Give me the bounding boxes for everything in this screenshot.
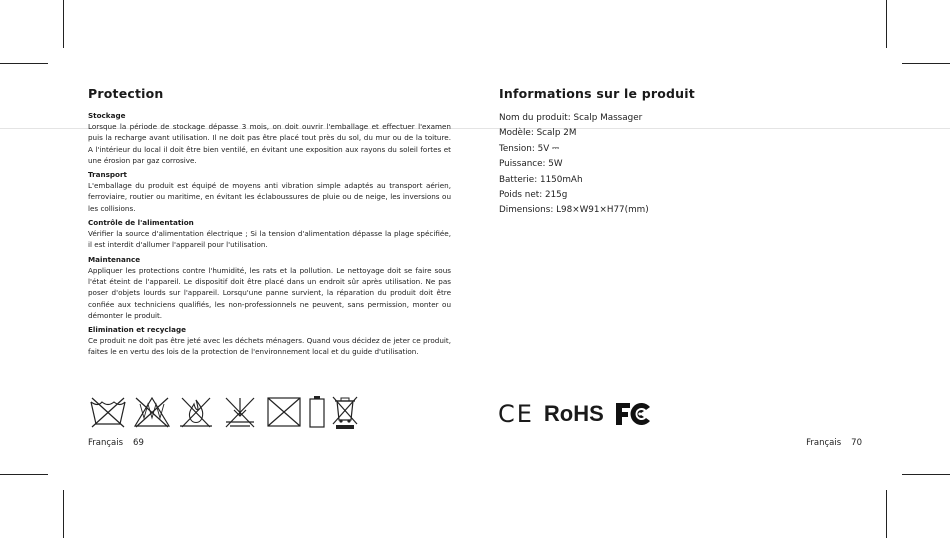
crop-mark bbox=[902, 63, 950, 64]
section-heading: Transport bbox=[88, 170, 127, 180]
crop-mark bbox=[63, 0, 64, 48]
product-info-title: Informations sur le produit bbox=[499, 86, 695, 101]
spec-weight: Poids net: 215g bbox=[499, 190, 568, 201]
no-box-icon bbox=[264, 394, 304, 430]
section-heading: Maintenance bbox=[88, 254, 141, 264]
section-heading: Elimination et recyclage bbox=[88, 325, 186, 335]
weee-bin-icon bbox=[330, 394, 360, 430]
spec-dimensions: Dimensions: L98×W91×H77(mm) bbox=[499, 205, 649, 216]
fc-logo bbox=[614, 401, 652, 427]
section-heading: Stockage bbox=[88, 111, 126, 120]
crop-mark bbox=[0, 63, 48, 64]
spec-voltage: Tension: 5V ⎓ bbox=[499, 143, 560, 154]
section-body: L'emballage du produit est équipé de moyens anti vibration simple adaptés au transport aérien, ferroviaire, routier ou maritime, en évitant les éclaboussures de pluie ou de neige, les inversions ou les collisions. bbox=[88, 181, 451, 213]
section-maintenance bbox=[88, 255, 451, 321]
section-power-check bbox=[88, 218, 451, 251]
rohs-logo: RoHS bbox=[543, 401, 604, 426]
crop-mark bbox=[886, 0, 887, 48]
spec-model: Modèle: Scalp 2M bbox=[499, 128, 577, 139]
footer-language: Français bbox=[806, 438, 842, 448]
crop-mark bbox=[902, 474, 950, 475]
no-bleach-icon bbox=[132, 394, 172, 430]
right-page bbox=[499, 86, 859, 219]
ce-logo: CE bbox=[498, 400, 534, 428]
crop-mark bbox=[63, 490, 64, 538]
section-body: Appliquer les protections contre l'humidité, les rats et la pollution. Le nettoyage doit se faire sous l'état éteint de l'appareil. Le dispositif doit être placé dans un endroit sûr après utilisation. Ne pas poser d'objets lourds sur l'appareil. Lorsqu'une panne survient, la réparation du produit doit être confiée aux techniciens qualifiés, les non-professionnels ne peuvent, sans permission, monter ou démonter le produit. bbox=[88, 265, 451, 320]
crop-mark bbox=[886, 490, 887, 538]
footer-language: Français bbox=[88, 438, 124, 448]
section-body: Vérifier la source d'alimentation électrique ; Si la tension d'alimentation dépasse la plage spécifiée, il est interdit d'allumer l'appareil pour l'utilisation. bbox=[88, 229, 451, 250]
right-page-footer bbox=[806, 438, 862, 448]
section-storage bbox=[88, 111, 451, 166]
protection-title: Protection bbox=[88, 86, 164, 101]
spec-battery: Batterie: 1150mAh bbox=[499, 174, 583, 185]
no-sun-icon bbox=[220, 394, 260, 430]
section-recycling bbox=[88, 325, 451, 358]
section-body: Ce produit ne doit pas être jeté avec les déchets ménagers. Quand vous décidez de jeter ce produit, faites le en vertu des lois de la protection de l'environnement local et du guide d'utilisation. bbox=[88, 336, 451, 357]
section-body: Lorsque la période de stockage dépasse 3 mois, on doit ouvrir l'emballage et effectuer l'examen puis la recharge avant utilisation. Il ne doit pas être placé tout près du sol, du mur ou de la toiture. A l'intérieur du local il doit être bien ventilé, en évitant une exposition aux rayons du soleil fortes et une érosion par gaz corrosive. bbox=[88, 122, 451, 165]
spec-product-name: Nom du produit: Scalp Massager bbox=[499, 113, 643, 123]
no-fire-icon bbox=[176, 394, 216, 430]
left-page bbox=[88, 86, 451, 362]
battery-icon bbox=[308, 394, 326, 430]
crop-mark bbox=[0, 474, 48, 475]
care-symbols bbox=[88, 394, 360, 430]
certification-logos bbox=[498, 400, 652, 428]
page-number: 69 bbox=[133, 438, 144, 448]
section-transport bbox=[88, 170, 451, 214]
spec-power: Puissance: 5W bbox=[499, 159, 563, 170]
no-wash-icon bbox=[88, 394, 128, 430]
section-heading: Contrôle de l'alimentation bbox=[88, 218, 194, 228]
left-page-footer bbox=[88, 438, 144, 448]
page-number: 70 bbox=[851, 438, 862, 448]
